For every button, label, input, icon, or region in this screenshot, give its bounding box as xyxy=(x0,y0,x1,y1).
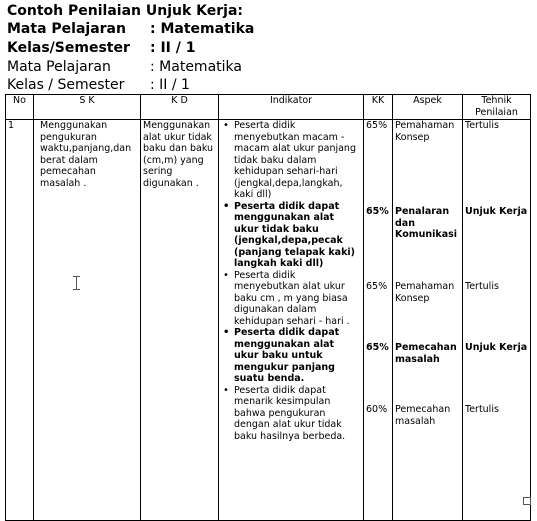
kk-stack xyxy=(366,120,390,520)
text-cursor-icon xyxy=(73,276,81,290)
class-value-plain: : II / 1 xyxy=(150,77,190,93)
subject-line-bold xyxy=(7,20,255,38)
col-header-aspek: Aspek xyxy=(393,95,463,120)
tehnik-stack xyxy=(465,120,528,520)
indikator-item: • Peserta didik dapat menggunakan alat ukur baku untuk mengukur panjang suatu benda. xyxy=(234,327,361,385)
subject-line-plain xyxy=(7,58,242,76)
document-title: Contoh Penilaian Unjuk Kerja: xyxy=(7,3,243,19)
tehnik-value: Unjuk Kerja xyxy=(465,342,528,353)
cell-kk xyxy=(364,120,393,521)
class-label-plain: Kelas / Semester xyxy=(7,77,125,93)
subject-label: Mata Pelajaran xyxy=(7,21,126,37)
tehnik-value: Tertulis xyxy=(465,120,499,131)
col-header-indikator: Indikator xyxy=(219,95,364,120)
table-row xyxy=(6,120,531,521)
cell-kd: Menggunakan alat ukur tidak baku dan baku (cm,m) yang sering digunakan . xyxy=(141,120,219,521)
aspek-value: Penalaran dan Komunikasi xyxy=(395,206,458,240)
tehnik-value: Unjuk Kerja xyxy=(465,206,528,217)
assessment-table xyxy=(5,94,531,521)
class-line-plain xyxy=(7,76,190,94)
subject-label-plain: Mata Pelajaran xyxy=(7,59,111,75)
table-resize-handle[interactable] xyxy=(523,497,531,505)
tehnik-value: Tertulis xyxy=(465,281,499,292)
kk-value: 65% xyxy=(366,120,388,131)
aspek-value: Pemecahan masalah xyxy=(395,342,457,365)
cell-sk: Menggunakan pengukuran waktu,panjang,dan berat dalam pemecahan masalah . xyxy=(34,120,141,521)
tehnik-value: Tertulis xyxy=(465,404,499,415)
aspek-stack xyxy=(395,120,460,520)
kk-value: 65% xyxy=(366,206,389,217)
col-header-kk: KK xyxy=(364,95,393,120)
subject-value-plain: : Matematika xyxy=(150,59,242,75)
kk-value: 60% xyxy=(366,404,388,415)
indikator-item: • Peserta didik menyebutkan alat ukur baku cm , m yang biasa digunakan dalam kehidupan sehari - hari . xyxy=(234,270,361,328)
cell-no: 1 xyxy=(6,120,34,521)
aspek-value: Pemahaman Konsep xyxy=(395,281,455,304)
aspek-value: Pemecahan masalah xyxy=(395,404,451,427)
cell-aspek xyxy=(393,120,463,521)
indikator-item: • Peserta didik dapat menarik kesimpulan bahwa pengukuran dengan alat ukur tidak baku hasilnya berbeda. xyxy=(234,385,361,443)
indikator-item: • Peserta didik menyebutkan macam - macam alat ukur panjang tidak baku dalam kehidupan sehari-hari (jengkal,depa,langkah, kaki dll) xyxy=(234,120,361,201)
aspek-value: Pemahaman Konsep xyxy=(395,120,455,143)
col-header-tehnik: Tehnik Penilaian xyxy=(463,95,531,120)
class-value: : II / 1 xyxy=(150,40,196,56)
indikator-list xyxy=(221,120,361,442)
class-label: Kelas/Semester xyxy=(7,40,130,56)
class-line-bold xyxy=(7,39,196,57)
col-header-kd: K D xyxy=(141,95,219,120)
col-header-sk: S K xyxy=(34,95,141,120)
cell-indikator xyxy=(219,120,364,521)
kk-value: 65% xyxy=(366,281,388,292)
subject-value: : Matematika xyxy=(150,21,255,37)
table-header-row xyxy=(6,95,531,120)
cell-tehnik xyxy=(463,120,531,521)
col-header-no: No xyxy=(6,95,34,120)
indikator-item: • Peserta didik dapat menggunakan alat ukur tidak baku (jengkal,depa,pecak (panjang telapak kaki) langkah kaki dll) xyxy=(234,201,361,270)
kk-value: 65% xyxy=(366,342,389,353)
